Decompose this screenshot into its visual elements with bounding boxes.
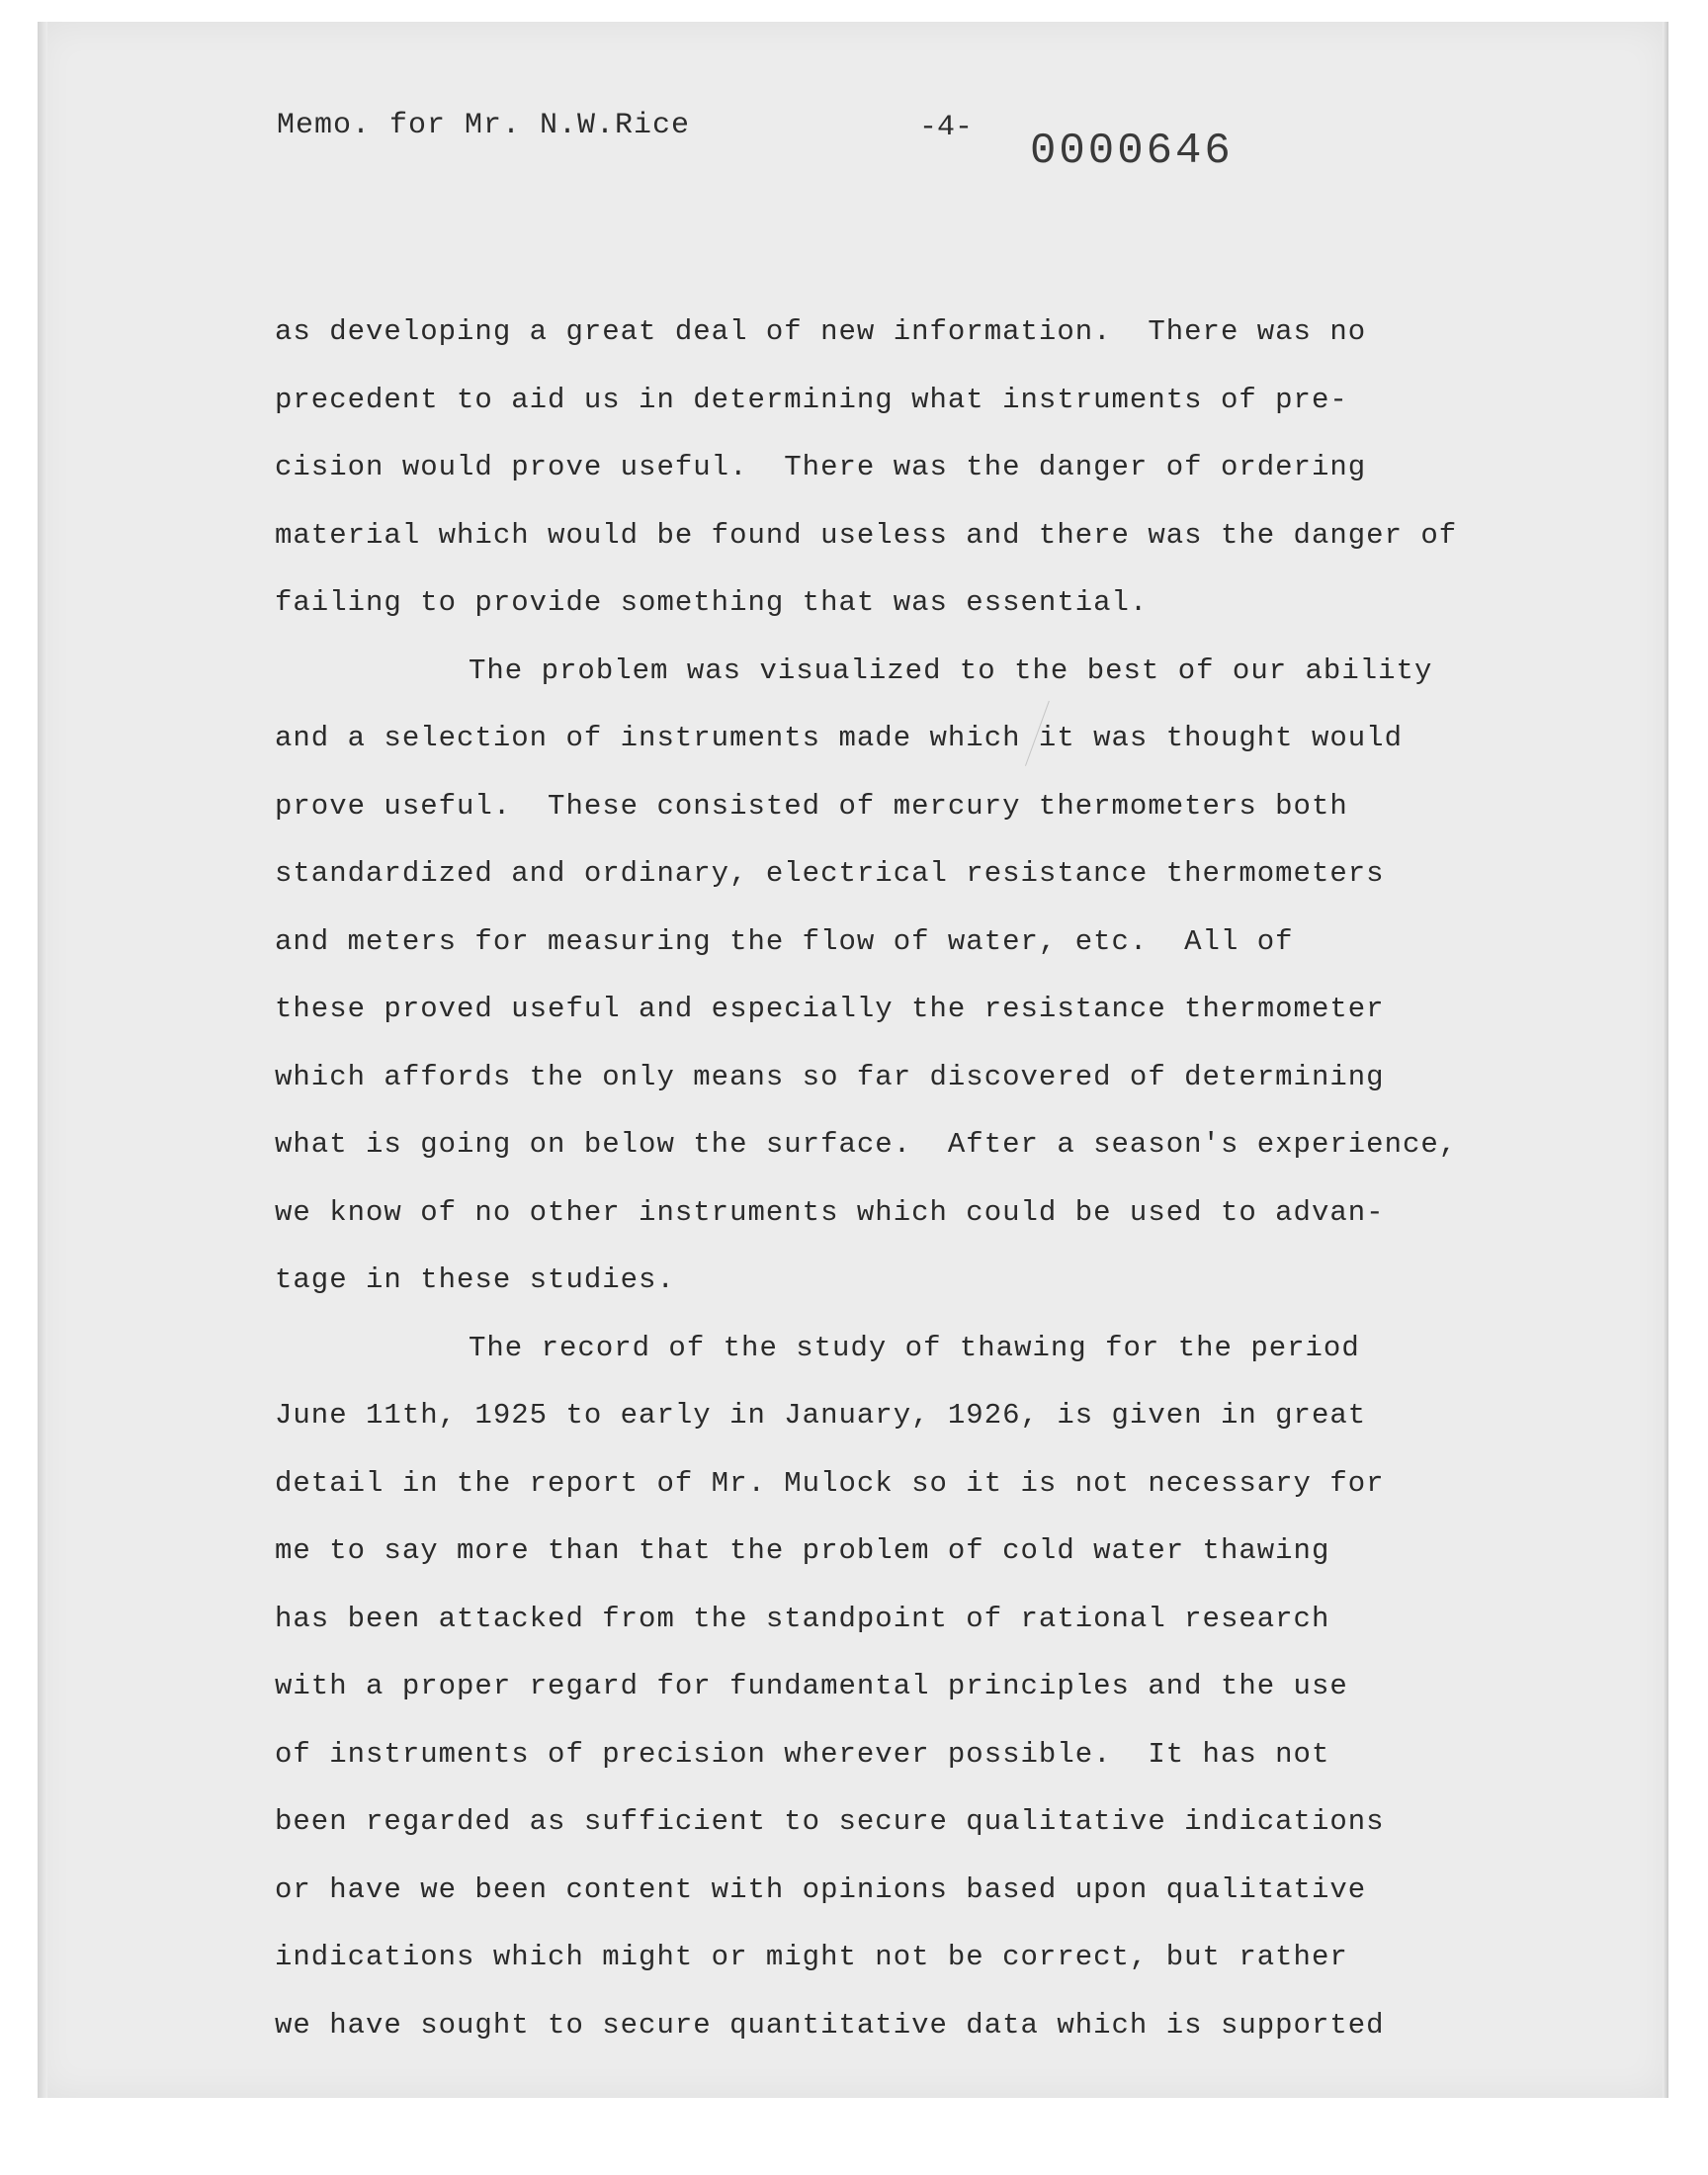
text-line: indications which might or might not be correct, but rather xyxy=(275,1941,1348,1973)
text-line: June 11th, 1925 to early in January, 1926, is given in great xyxy=(275,1399,1367,1432)
page-header xyxy=(38,89,1668,176)
text-line: we have sought to secure quantitative data which is supported xyxy=(275,2008,1385,2042)
paragraph-1 xyxy=(275,299,1619,638)
text-line: standardized and ordinary, electrical resistance thermometers xyxy=(275,857,1385,890)
text-line: with a proper regard for fundamental principles and the use xyxy=(275,1670,1348,1702)
text-line: me to say more than that the problem of cold water thawing xyxy=(275,1534,1330,1567)
text-line: we know of no other instruments which could be used to advan- xyxy=(275,1195,1385,1229)
text-line: what is going on below the surface. After a season's experience, xyxy=(275,1128,1458,1161)
text-line: or have we been content with opinions based upon qualitative xyxy=(275,1872,1367,1906)
document-page xyxy=(38,22,1668,2098)
text-line: these proved useful and especially the resistance thermometer xyxy=(275,993,1385,1025)
memo-body xyxy=(275,299,1619,2059)
text-line: detail in the report of Mr. Mulock so it is not necessary for xyxy=(275,1466,1385,1500)
text-line: cision would prove useful. There was the danger of ordering xyxy=(275,451,1367,483)
text-line: The problem was visualized to the best of our ability xyxy=(469,653,1433,687)
text-line: and meters for measuring the flow of water, etc. All of xyxy=(275,924,1294,958)
text-line: and a selection of instruments made which it was thought would xyxy=(275,722,1403,754)
page-number: -4- xyxy=(919,111,974,144)
text-line: material which would be found useless and there was the danger of xyxy=(275,518,1458,552)
text-line: as developing a great deal of new information. There was no xyxy=(275,315,1367,348)
text-line: prove useful. These consisted of mercury thermometers both xyxy=(275,789,1348,823)
text-line: failing to provide something that was essential. xyxy=(275,586,1149,619)
text-line: has been attacked from the standpoint of rational research xyxy=(275,1602,1330,1635)
text-line: of instruments of precision wherever possible. It has not xyxy=(275,1737,1330,1771)
paragraph-3 xyxy=(275,1315,1619,2060)
text-line: The record of the study of thawing for the period xyxy=(469,1331,1360,1364)
text-line: tage in these studies. xyxy=(275,1263,675,1296)
text-line: been regarded as sufficient to secure qualitative indications xyxy=(275,1805,1385,1838)
text-line: which affords the only means so far discovered of determining xyxy=(275,1060,1385,1093)
text-line: precedent to aid us in determining what instruments of pre- xyxy=(275,383,1348,416)
paragraph-2 xyxy=(275,638,1619,1315)
memo-addressee: Memo. for Mr. N.W.Rice xyxy=(277,109,691,142)
document-number: 0000646 xyxy=(1030,127,1234,176)
